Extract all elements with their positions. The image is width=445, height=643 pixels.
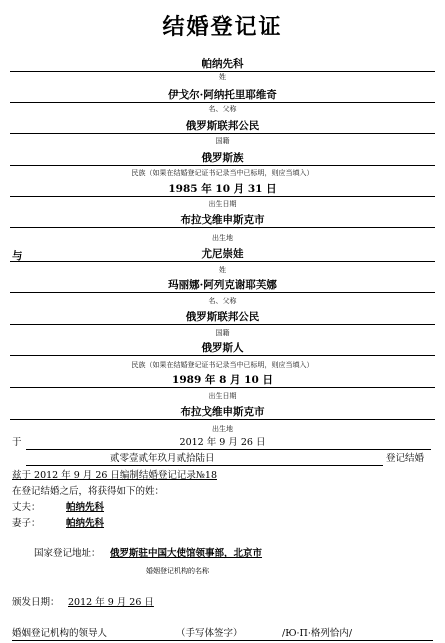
bride-citizenship-label: 国籍 — [215, 329, 230, 337]
bride-citizenship: 俄罗斯联邦公民 — [10, 311, 435, 325]
bride-surname-label: 姓 — [219, 266, 226, 274]
registration-after-line: 在登记结婚之后，将获得如下的姓： — [12, 486, 165, 497]
bride-surname: 尤尼崇娃 — [10, 248, 435, 262]
groom-surname-label: 姓 — [219, 73, 226, 81]
registration-record-line: 兹于 2012 年 9 月 26 日编制结婚登记记录№18 — [12, 470, 218, 481]
registration-date-words: 贰零壹贰年玖月贰拾陆日 — [110, 453, 215, 464]
registration-date: 2012 年 9 月 26 日 — [179, 437, 266, 448]
issue-label: 颁发日期： — [12, 597, 60, 608]
wife-surname: 帕纳先科 — [66, 518, 105, 529]
husband-surname: 帕纳先科 — [66, 502, 105, 513]
groom-birthplace-label: 出生地 — [212, 234, 233, 242]
groom-citizenship-label: 国籍 — [215, 137, 230, 145]
bride-birth-date-label: 出生日期 — [208, 392, 237, 400]
groom-given-name: 伊戈尔·阿纳托里耶维奇 — [10, 89, 435, 103]
groom-given-name-label: 名、父称 — [208, 105, 237, 113]
signer-label: 婚姻登记机构的领导人 — [12, 628, 108, 639]
groom-citizenship: 俄罗斯联邦公民 — [10, 120, 435, 134]
registration-on-prefix: 于 — [12, 437, 22, 448]
husband-label: 丈夫： — [12, 502, 41, 513]
bride-birthplace-label: 出生地 — [212, 425, 233, 433]
bride-birth-date: 1989 年 8 月 10 日 — [10, 374, 435, 388]
groom-ethnicity-label: 民族（如果在结婚登记证书记录当中已标明，则应当填入） — [131, 169, 314, 177]
registration-words-rule — [26, 465, 383, 466]
office-value: 俄罗斯驻中国大使馆领事部，北京市 — [110, 548, 263, 559]
registration-registered-suffix: 登记结婚 — [386, 453, 425, 464]
registration-date-rule — [26, 449, 431, 450]
bride-given-name-label: 名、父称 — [208, 297, 237, 305]
groom-birth-date: 1985 年 10 月 31 日 — [10, 183, 435, 197]
signer-rule — [12, 640, 433, 641]
connector-and: 与 — [12, 250, 23, 262]
issue-date: 2012 年 9 月 26 日 — [68, 597, 154, 608]
groom-surname: 帕纳先科 — [10, 58, 435, 72]
bride-birthplace: 布拉戈维申斯克市 — [10, 406, 435, 420]
office-caption: 婚姻登记机构的名称 — [146, 567, 209, 575]
signer-name: /Ю·П·格列恰内/ — [282, 628, 353, 639]
groom-birthplace: 布拉戈维申斯克市 — [10, 214, 435, 228]
wife-label: 妻子： — [12, 518, 41, 529]
bride-ethnicity: 俄罗斯人 — [10, 342, 435, 356]
groom-birth-date-label: 出生日期 — [208, 200, 237, 208]
office-label: 国家登记地址： — [34, 548, 101, 559]
document-title: 结婚登记证 — [162, 14, 283, 40]
groom-ethnicity: 俄罗斯族 — [10, 152, 435, 166]
bride-ethnicity-label: 民族（如果在结婚登记证书记录当中已标明，则应当填入） — [131, 361, 314, 369]
signature-label: （手写体签字） — [176, 628, 243, 639]
bride-given-name: 玛丽娜·阿列克谢耶芙娜 — [10, 279, 435, 293]
